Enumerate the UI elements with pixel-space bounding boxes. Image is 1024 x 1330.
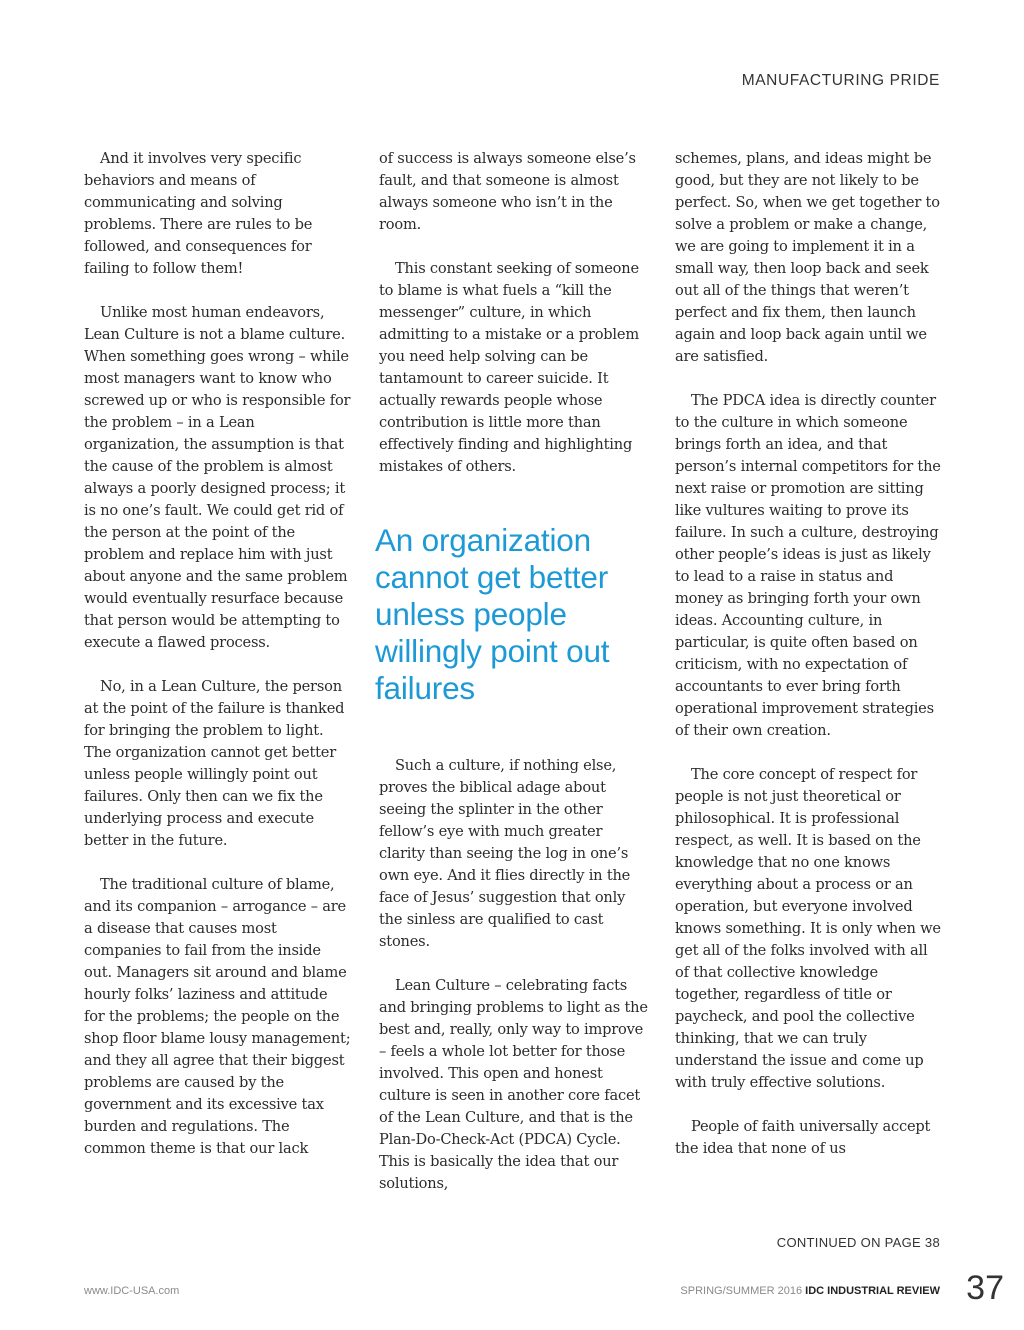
section-title: MANUFACTURING PRIDE — [741, 72, 940, 89]
paragraph: This constant seeking of someone to blame is what fuels a “kill the messenger” culture, in which admitting to a mistake or a problem you need help solving can be tantamount to career suicide. It actually rewards people whose contribution is little more than effectively finding and highlighting mistakes of others. — [379, 260, 639, 475]
paragraph: schemes, plans, and ideas might be good, but they are not likely to be perfect. So, when we get together to solve a problem or make a change, we are going to implement it in a small way, then loop back and seek out all of the things that weren’t perfect and fix them, then launch again and loop back again until we are satisfied. — [675, 150, 940, 365]
paragraph: The PDCA idea is directly counter to the culture in which someone brings forth an idea, and that person’s internal competitors for the next raise or promotion are sitting like vultures waiting to prove its failure. In such a culture, destroying other people’s ideas is just as likely to lead to a raise in status and money as bringing forth your own ideas. Accounting culture, in particular, is quite often based on criticism, with no expectation of accountants to ever bring forth operational improvement strategies of their own creation. — [675, 392, 941, 739]
paragraph: The core concept of respect for people is not just theoretical or philosophical. It is professional respect, as well. It is based on the knowledge that no one knows everything about a process or an operation, but everyone involved knows something. It is only when we get all of the folks involved with all of that collective knowledge together, regardless of title or paycheck, and pool the collective thinking, that we can truly understand the issue and come up with truly effective solutions. — [675, 766, 941, 1091]
footer-url: www.IDC-USA.com — [84, 1285, 180, 1297]
continued-on-label: CONTINUED ON PAGE 38 — [776, 1235, 940, 1250]
paragraph: Lean Culture – celebrating facts and bringing problems to light as the best and, really, only way to improve – feels a whole lot better for those involved. This open and honest culture is seen in another core facet of the Lean Culture, and that is the Plan-Do-Check-Act (PDCA) Cycle. This is basically the idea that our solutions, — [379, 977, 648, 1192]
paragraph: People of faith universally accept the idea that none of us — [675, 1118, 931, 1157]
column-3 — [675, 148, 945, 1160]
paragraph: Such a culture, if nothing else, proves the biblical adage about seeing the splinter in the other fellow’s eye with much greater clarity than seeing the log in one’s own eye. And it flies directly in the face of Jesus’ suggestion that only the sinless are qualified to cast stones. — [379, 757, 631, 950]
paragraph: The traditional culture of blame, and its companion – arrogance – are a disease that causes most companies to fail from the inside out. Managers sit around and blame hourly folks’ laziness and attitude for the problems; the people on the shop floor blame lousy management; and they all agree that their biggest problems are caused by the government and its excessive tax burden and regulations. The common theme is that our lack — [84, 876, 351, 1157]
paragraph: No, in a Lean Culture, the person at the point of the failure is thanked for bringing the problem to light. The organization cannot get better unless people willingly point out failures. Only then can we fix the underlying process and execute better in the future. — [84, 678, 345, 849]
pull-quote: An organization cannot get better unless people willingly point out failures — [375, 522, 610, 706]
paragraph: of success is always someone else’s fault, and that someone is almost always someone who isn’t in the room. — [379, 150, 636, 233]
issue-date: SPRING/SUMMER 2016 — [680, 1285, 803, 1297]
paragraph: Unlike most human endeavors, Lean Culture is not a blame culture. When something goes wrong – while most managers want to know who screwed up or who is responsible for the problem – in a Lean organization, the assumption is that the cause of the problem is almost always a poorly designed process; it is no one’s fault. We could get rid of the person at the point of the problem and replace him with just about anyone and the same problem would eventually resurface because that person would be attempting to execute a flawed process. — [84, 304, 351, 651]
page-number: 37 — [966, 1269, 1004, 1307]
magazine-name: IDC INDUSTRIAL REVIEW — [805, 1285, 940, 1297]
column-2 — [375, 148, 649, 1195]
paragraph: And it involves very specific behaviors and means of communicating and solving problems. There are rules to be followed, and consequences for failing to follow them! — [84, 150, 313, 277]
column-1 — [84, 148, 352, 1160]
footer-issue — [680, 1285, 940, 1297]
